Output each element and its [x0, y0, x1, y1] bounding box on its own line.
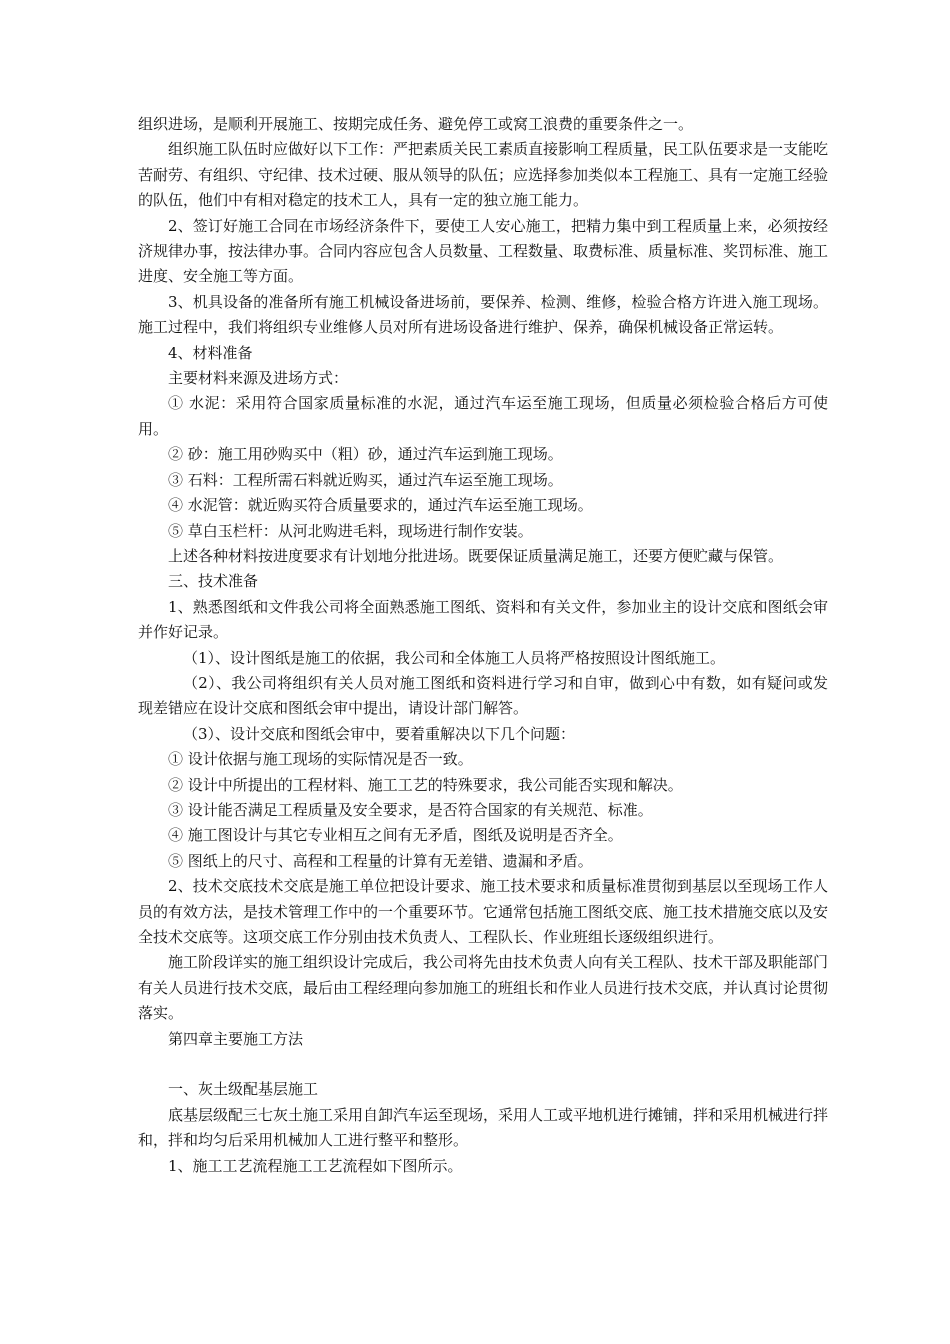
paragraph-drawings: 1、熟悉图纸和文件我公司将全面熟悉施工图纸、资料和有关文件，参加业主的设计交底和图纸会审并作好记录。	[138, 597, 828, 642]
paragraph-material-schedule: 上述各种材料按进度要求有计划地分批进场。既要保证质量满足施工，还要方便贮藏与保管。	[168, 546, 784, 565]
paragraph-intro: 组织进场，是顺利开展施工、按期完成任务、避免停工或窝工浪费的重要条件之一。	[138, 115, 694, 133]
paragraph-lime-soil-base: 底基层级配三七灰土施工采用自卸汽车运至现场，采用人工或平地机进行摊铺，拌和采用机械进行拌和，拌和均匀后采用机械加人工进行整平和整形。	[138, 1105, 829, 1150]
paragraph-drawings-3: （3）、设计交底和图纸会审中，要着重解决以下几个问题：	[183, 724, 576, 743]
document-body	[138, 112, 828, 1179]
heading-materials: 4、材料准备	[168, 343, 253, 362]
paragraph-equipment: 3、机具设备的准备所有施工机械设备进场前，要保养、检测、维修，检验合格方许进入施工现场。施工过程中，我们将组织专业维修人员对所有进场设备进行维护、保养，确保机械设备正常运转。	[138, 292, 828, 337]
paragraph-drawings-2: （2）、我公司将组织有关人员对施工图纸和资料进行学习和自审，做到心中有数，如有疑问或发现差错应在设计交底和图纸会审中提出，请设计部门解答。	[138, 673, 828, 718]
paragraph-technical-disclosure: 2、技术交底技术交底是施工单位把设计要求、施工技术要求和质量标准贯彻到基层以至现场工作人员的有效方法，是技术管理工作中的一个重要环节。它通常包括施工图纸交底、施工技术措施交底以及安全技术交底等。这项交底工作分别由技术负责人、工程队长、作业班组长逐级组织进行。	[138, 877, 829, 946]
blank-line	[138, 1052, 828, 1077]
heading-chapter-four: 第四章主要施工方法	[168, 1029, 304, 1048]
paragraph-process-flow: 1、施工工艺流程施工工艺流程如下图所示。	[168, 1156, 463, 1175]
heading-technical-preparation: 三、技术准备	[168, 572, 259, 591]
list-item-design-basis: ① 设计依据与施工现场的实际情况是否一致。	[168, 750, 473, 769]
list-item-quality-safety: ③ 设计能否满足工程质量及安全要求，是否符合国家的有关规范、标准。	[168, 800, 653, 819]
list-item-railing: ⑤ 草白玉栏杆：从河北购进毛料，现场进行制作安装。	[168, 521, 533, 540]
list-item-cement: ① 水泥：采用符合国家质量标准的水泥，通过汽车运至施工现场，但质量必须检验合格后方可使用。	[138, 394, 828, 438]
paragraph-contract: 2、签订好施工合同在市场经济条件下，要使工人安心施工，把精力集中到工程质量上来，必须按经济规律办事，按法律办事。合同内容应包含人员数量、工程数量、取费标准、质量标准、奖罚标准、施工进度、安全施工等方面。	[138, 216, 829, 286]
paragraph-drawings-1: （1）、设计图纸是施工的依据，我公司和全体施工人员将严格按照设计图纸施工。	[183, 648, 726, 667]
list-item-sand: ② 砂：施工用砂购买中（粗）砂，通过汽车运到施工现场。	[168, 445, 563, 464]
list-item-stone: ③ 石料：工程所需石料就近购买，通过汽车运至施工现场。	[168, 470, 563, 489]
paragraph-material-sources: 主要材料来源及进场方式：	[168, 369, 349, 388]
list-item-conflicts: ④ 施工图设计与其它专业相互之间有无矛盾，图纸及说明是否齐全。	[168, 826, 623, 845]
list-item-special-requirements: ② 设计中所提出的工程材料、施工工艺的特殊要求，我公司能否实现和解决。	[168, 775, 683, 794]
list-item-dimensions: ⑤ 图纸上的尺寸、高程和工程量的计算有无差错、遗漏和矛盾。	[168, 851, 593, 870]
heading-lime-soil-base: 一、灰土级配基层施工	[168, 1080, 319, 1099]
list-item-cement-pipe: ④ 水泥管：就近购买符合质量要求的，通过汽车运至施工现场。	[168, 496, 593, 515]
paragraph-construction-stage: 施工阶段详实的施工组织设计完成后，我公司将先由技术负责人向有关工程队、技术干部及职能部门有关人员进行技术交底，最后由工程经理向参加施工的班组长和作业人员进行技术交底，并认真讨论贯彻落实。	[138, 953, 829, 1023]
paragraph-team-organization: 组织施工队伍时应做好以下工作：严把素质关民工素质直接影响工程质量，民工队伍要求是一支能吃苦耐劳、有组织、守纪律、技术过硬、服从领导的队伍；应选择参加类似本工程施工、具有一定施工经验的队伍，他们中有相对稳定的技术工人，具有一定的独立施工能力。	[138, 140, 829, 210]
